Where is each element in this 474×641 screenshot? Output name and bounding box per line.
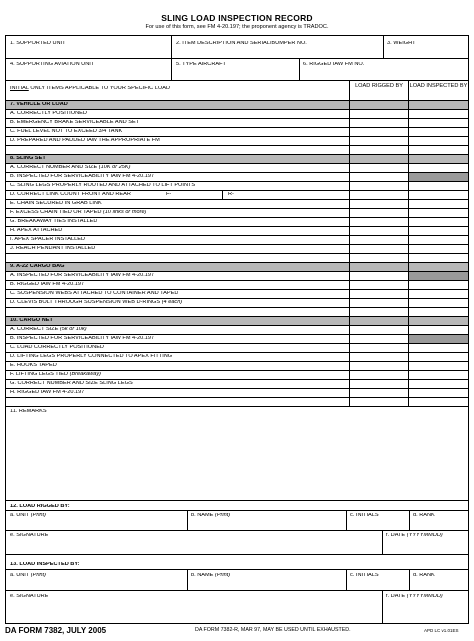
form-title: SLING LOAD INSPECTION RECORD (161, 13, 313, 23)
instruction-initial: INITIAL (10, 86, 29, 91)
checklist-item: H. APEX ATTACHED (10, 228, 63, 233)
checklist-item: B. INSPECTED FOR SERVICEABILITY IAW FM 4-20.197 (10, 174, 155, 179)
checklist-item: H. RIGGED IAW FM 4-20.197 (10, 390, 85, 395)
checklist-item: F. EXCESS CHAIN TIED OR TAPED (10 links or more) (10, 210, 147, 215)
instruction-rest: ONLY ITEMS APPLICABLE TO YOUR SPECIFIC LOAD (28, 86, 171, 91)
checklist-item: J. REACH PENDANT INSTALLED (10, 246, 96, 251)
remarks-area[interactable] (6, 416, 468, 500)
inspected-by-unit-field[interactable]: a. UNIT (Print) (10, 573, 46, 578)
version-label: APD LC v1.01ES (424, 628, 459, 633)
section-band-vehicle (6, 101, 468, 109)
instruction-text (10, 86, 170, 92)
checklist-item: E. CHAIN SECURED IN GRAB LINK (10, 201, 102, 206)
type-aircraft-field[interactable]: 5. TYPE AIRCRAFT (176, 62, 226, 67)
col-header-load-inspected-by: LOAD INSPECTED BY (409, 83, 468, 89)
checklist-item: A. INSPECTED FOR SERVICEABILITY IAW FM 4-20.197 (10, 273, 155, 278)
checklist-item: C. SUSPENSION WEBS ATTACHED TO CONTAINER AND TAPED (10, 291, 179, 296)
weight-field[interactable]: 3. WEIGHT (387, 41, 416, 46)
rigged-by-signature-field[interactable]: e. SIGNATURE (10, 533, 49, 538)
inspection-form (5, 35, 469, 624)
link-count-front-label[interactable]: F- (166, 192, 172, 197)
checklist-item: B. INSPECTED FOR SERVICEABILITY IAW FM 4-20.197 (10, 336, 155, 341)
inspected-by-heading: 13. LOAD INSPECTED BY: (10, 562, 80, 567)
checklist-item: D. CORRECT LINK COUNT FRONT AND REAR (10, 192, 131, 197)
checklist-item: G. BREAKAWAY TIES INSTALLED (10, 219, 98, 224)
section-heading-cargo-bag: 9. A-22 CARGO BAG (10, 264, 65, 269)
checklist-item: A. CORRECT NUMBER AND SIZE (10K or 25K) (10, 165, 131, 170)
checklist-item: C. LOAD CORRECTLY POSITIONED (10, 345, 104, 350)
section-heading-cargo-net: 10. CARGO NET (10, 318, 53, 323)
form-number: DA FORM 7382, JULY 2005 (5, 626, 107, 635)
rigged-by-rank-field[interactable]: d. RANK (413, 513, 435, 518)
rigged-iaw-field[interactable]: 6. RIGGED IAW FM NO. (303, 62, 365, 67)
shaded-cell-cargo-net-b (409, 335, 468, 343)
inspected-by-signature-field[interactable]: e. SIGNATURE (10, 594, 49, 599)
col-header-load-rigged-by: LOAD RIGGED BY (355, 83, 403, 89)
section-heading-sling: 8. SLING SET (10, 156, 46, 161)
checklist-item: E. HOOKS TAPED (10, 363, 57, 368)
checklist-item: D. CLEVIS BOLT THROUGH SUSPENSION WEB D-RINGS (4 each) (10, 300, 183, 305)
section-heading-vehicle: 7. VEHICLE OR LOAD (10, 102, 68, 107)
inspected-by-date-field[interactable]: f. DATE (YYYYMMDD) (386, 594, 443, 599)
supporting-aviation-unit-field[interactable]: 4. SUPPORTING AVIATION UNIT (10, 62, 95, 67)
shaded-cell-sling-b (409, 173, 468, 181)
checklist-item: B. EMERGENCY BRAKE SERVICEABLE AND SET (10, 120, 140, 125)
checklist-item: A. CORRECT SIZE (5k or 10k) (10, 327, 87, 332)
inspected-by-initials-field[interactable]: c. INITIALS (350, 573, 379, 578)
checklist-item: D. PREPARED AND PADDED IAW THE APPROPRIATE FM (10, 138, 160, 143)
inspected-by-rank-field[interactable]: d. RANK (413, 573, 435, 578)
checklist-item: A. CORRECTLY POSITIONED (10, 111, 87, 116)
rigged-by-heading: 12. LOAD RIGGED BY: (10, 504, 70, 509)
link-count-rear-label[interactable]: R- (228, 192, 234, 197)
checklist-item: B. RIGGED IAW FM 4-20.197 (10, 282, 85, 287)
rigged-by-unit-field[interactable]: a. UNIT (Print) (10, 513, 46, 518)
section-band-sling (6, 155, 468, 163)
checklist-item: G. CORRECT NUMBER AND SIZE SLING LEGS (10, 381, 133, 386)
section-band-cargo-bag (6, 263, 468, 271)
checklist-item: D. LIFTING LEGS PROPERLY CONNECTED TO APEX FITTING (10, 354, 173, 359)
checklist-item: C. SLING LEGS PROPERLY ROUTED AND ATTACHED TO LIFT POINTS (10, 183, 196, 188)
rigged-by-date-field[interactable]: f. DATE (YYYYMMDD) (386, 533, 443, 538)
checklist-item: I. APEX SPACER INSTALLED (10, 237, 86, 242)
section-band-cargo-net (6, 317, 468, 325)
supported-unit-field[interactable]: 1. SUPPORTED UNIT (10, 41, 66, 46)
checklist-item: C. FUEL LEVEL NOT TO EXCEED 3/4 TANK (10, 129, 123, 134)
form-subtitle: For use of this form, see FM 4-20.197; the proponent agency is TRADOC. (145, 24, 329, 30)
inspected-by-name-field[interactable]: b. NAME (Print) (191, 573, 231, 578)
shaded-cell-cargo-bag-a (409, 272, 468, 280)
rigged-by-initials-field[interactable]: c. INITIALS (350, 513, 379, 518)
item-description-field[interactable]: 2. ITEM DESCRIPTION AND SERIAL/BUMPER NO. (176, 41, 307, 46)
remarks-label: 11. REMARKS (10, 409, 47, 414)
checklist-item: F. LIFTING LEGS TIED (Breakaway) (10, 372, 101, 377)
supersedes-notice: DA FORM 7382-R, MAR 97, MAY BE USED UNTIL EXHAUSTED. (195, 627, 351, 633)
rigged-by-name-field[interactable]: b. NAME (Print) (191, 513, 231, 518)
